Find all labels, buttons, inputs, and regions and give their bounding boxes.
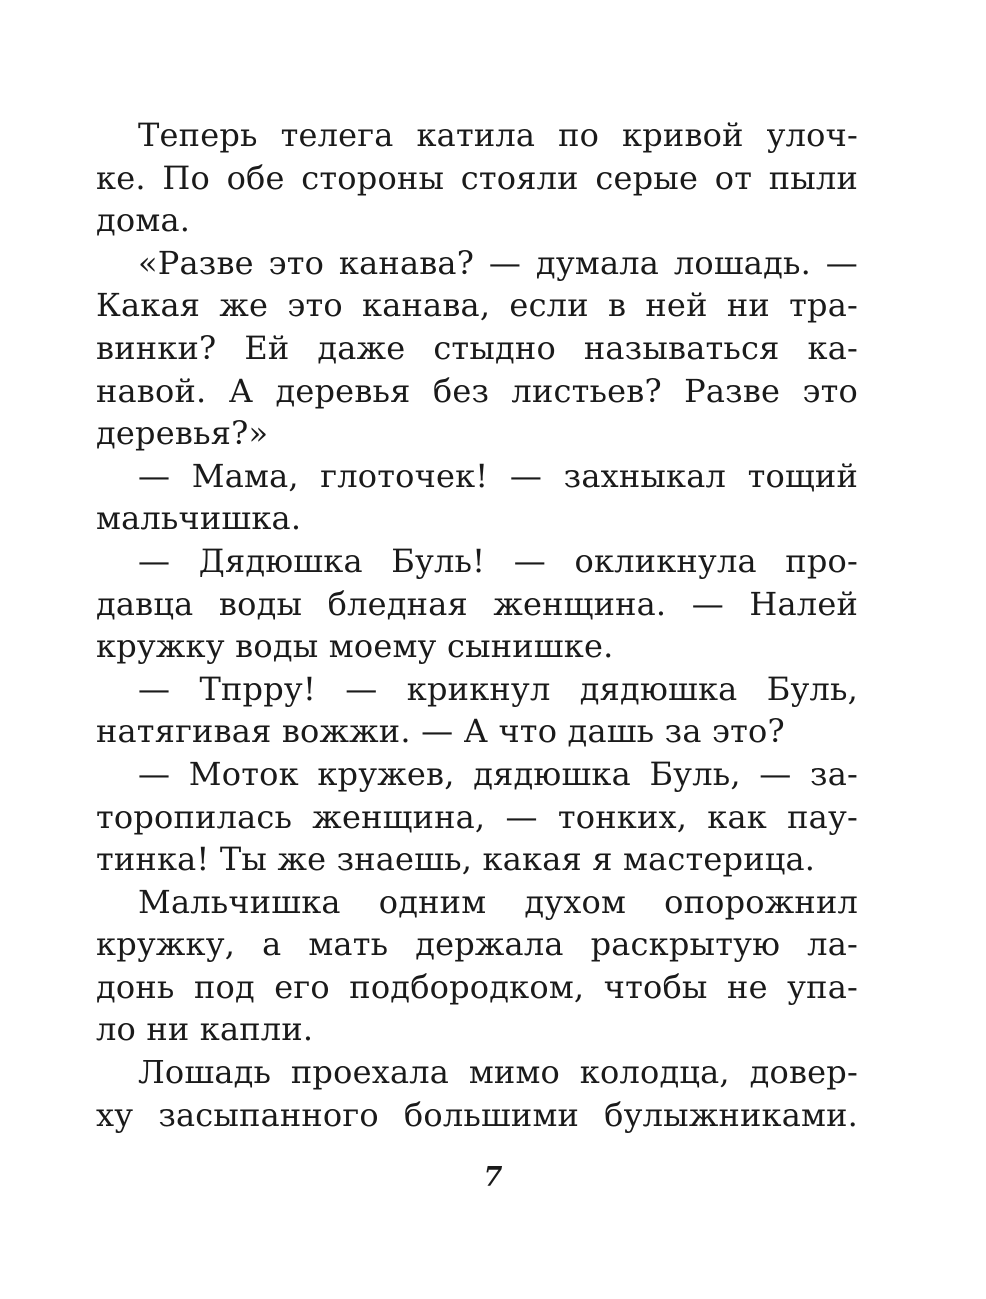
text-line: навой. А деревья без листьев? Разве это	[96, 371, 858, 410]
text-line: донь под его подбородком, чтобы не упа-	[96, 967, 858, 1006]
text-line: натягивая вожжи. — А что дашь за это?	[96, 712, 785, 751]
text-line: — Моток кружев, дядюшка Буль, — за-	[138, 754, 858, 793]
text-line: давца воды бледная женщина. — Налей	[96, 584, 858, 623]
text-line: Лошадь проехала мимо колодца, довер-	[138, 1053, 858, 1092]
page-body-text	[96, 114, 858, 1136]
text-line: Какая же это канава, если в ней ни тра-	[96, 286, 858, 325]
text-line: тинка! Ты же знаешь, какая я мастерица.	[96, 840, 816, 879]
text-line: — Мама, глоточек! — захныкал тощий	[138, 456, 858, 495]
text-line: деревья?»	[96, 414, 269, 453]
text-line: винки? Ей даже стыдно называться ка-	[96, 328, 858, 367]
text-line: торопилась женщина, — тонких, как пау-	[96, 797, 858, 836]
text-line: ху засыпанного большими булыжниками.	[96, 1095, 858, 1134]
text-line: мальчишка.	[96, 499, 302, 538]
text-line: Мальчишка одним духом опорожнил	[138, 882, 858, 921]
page-number: 7	[483, 1162, 503, 1193]
text-line: «Разве это канава? — думала лошадь. —	[138, 243, 858, 282]
text-line: Теперь телега катила по кривой улоч-	[138, 116, 858, 154]
text-line: кружку воды моему сынишке.	[96, 627, 614, 666]
text-line: ло ни капли.	[96, 1010, 314, 1049]
text-line: — Тпрру! — крикнул дядюшка Буль,	[138, 669, 858, 708]
text-line: кружку, а мать держала раскрытую ла-	[96, 925, 858, 964]
text-line: дома.	[96, 201, 191, 240]
text-line: — Дядюшка Буль! — окликнула про-	[138, 541, 858, 580]
text-line: ке. По обе стороны стояли серые от пыли	[96, 158, 858, 197]
